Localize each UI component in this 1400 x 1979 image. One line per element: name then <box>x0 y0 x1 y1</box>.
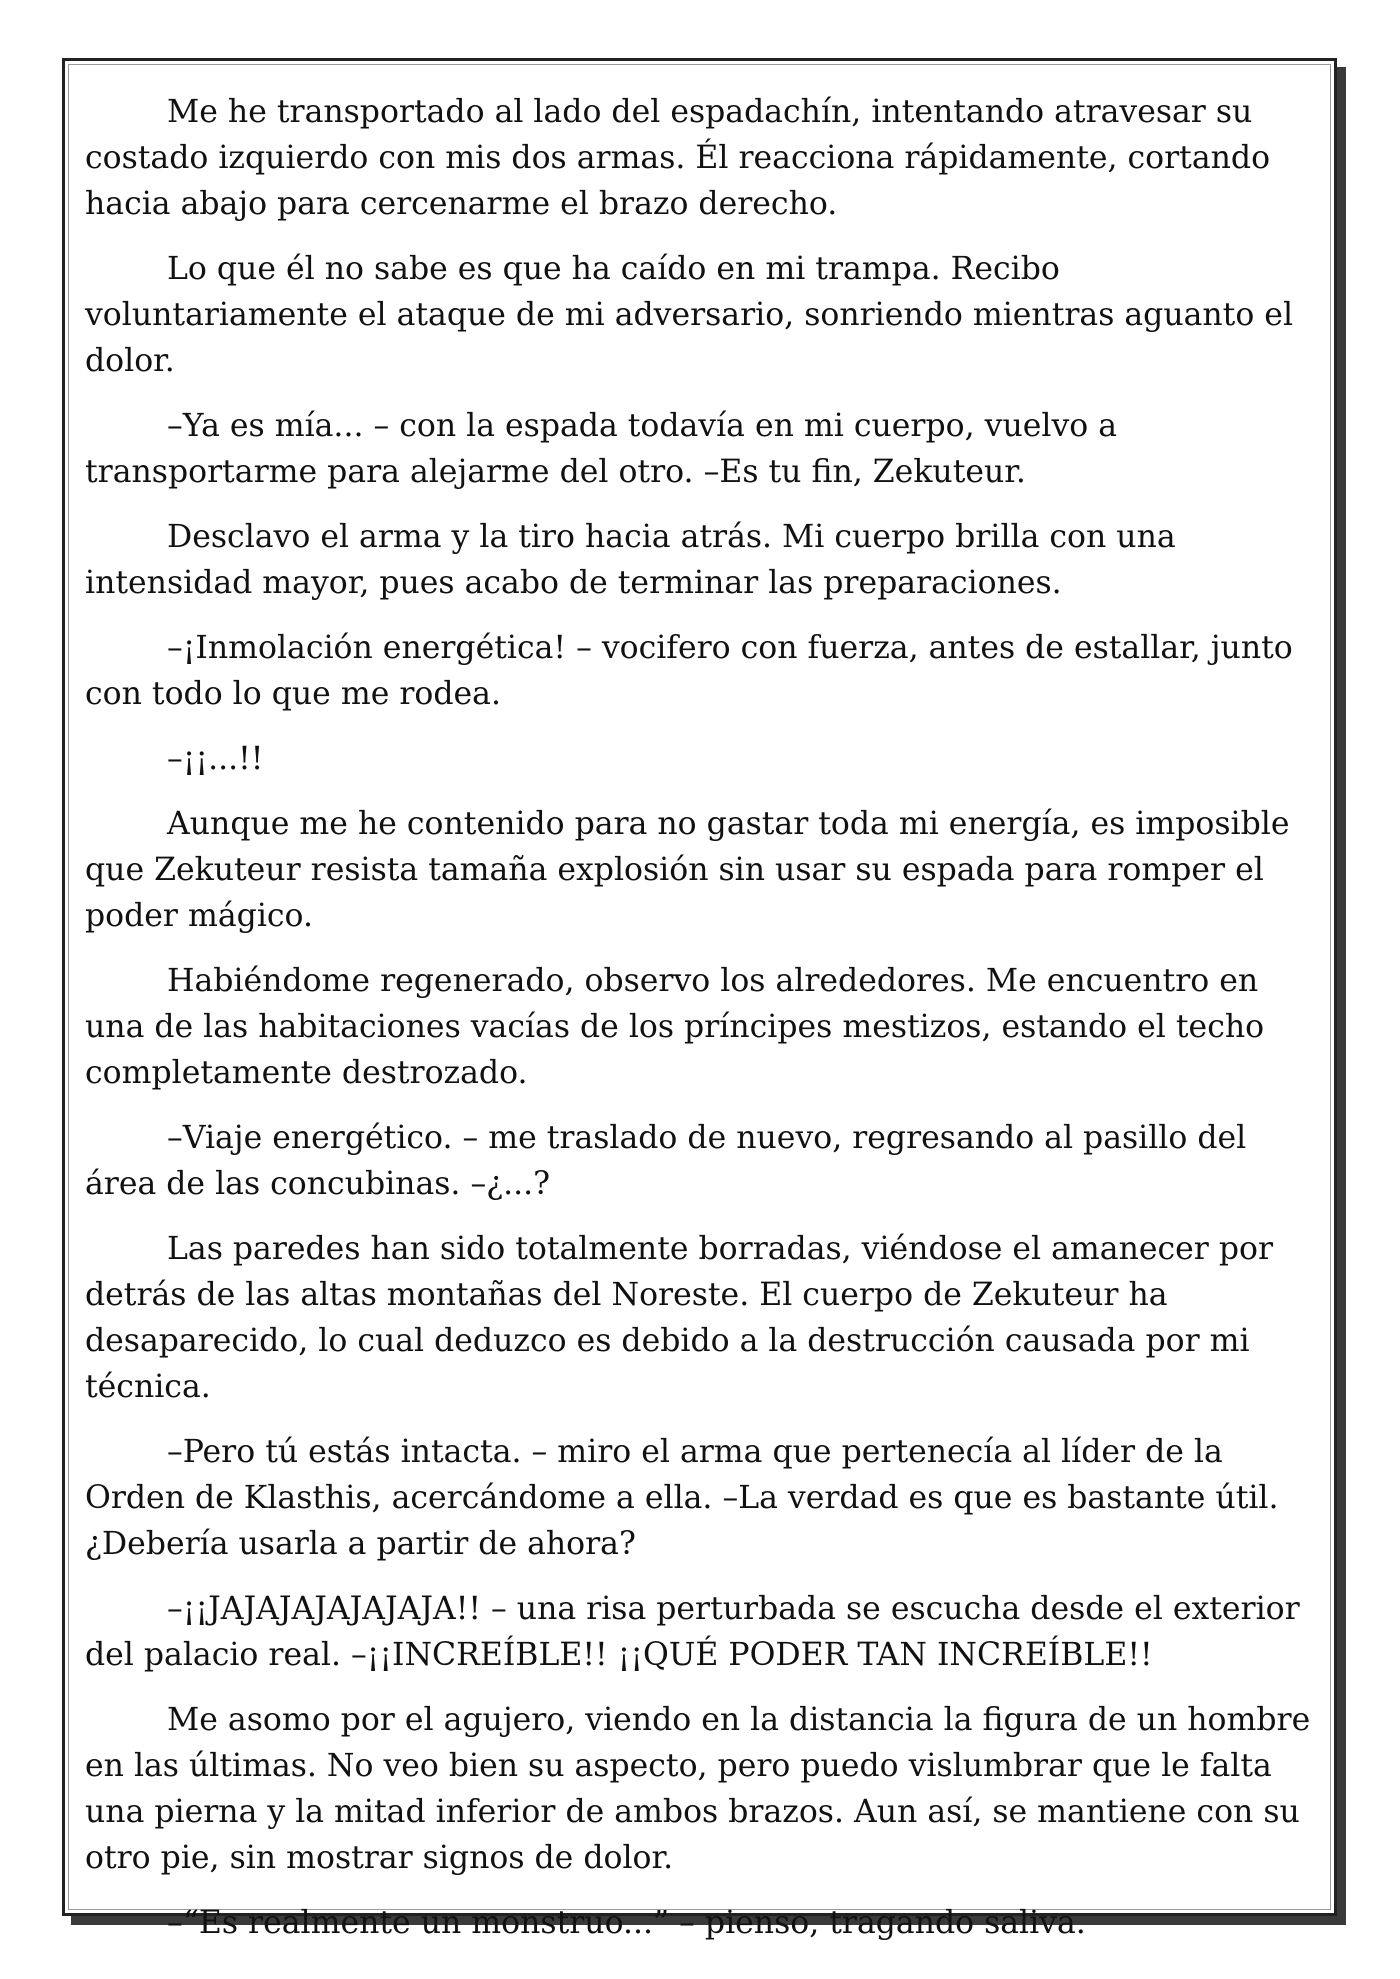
paragraph: –¡Inmolación energética! – vocifero con fuerza, antes de estallar, junto con todo lo que me rodea. <box>85 630 1293 712</box>
paragraph: Aunque me he contenido para no gastar toda mi energía, es imposible que Zekuteur resista tamaña explosión sin usar su espada para romper el poder mágico. <box>85 806 1290 934</box>
paragraph: Las paredes han sido totalmente borradas, viéndose el amanecer por detrás de las altas montañas del Noreste. El cuerpo de Zekuteur ha desaparecido, lo cual deduzco es debido a la destrucción causada por mi técnica. <box>85 1231 1274 1405</box>
paragraph: Me he transportado al lado del espadachín, intentando atravesar su costado izquierdo con mis dos armas. Él reacciona rápidamente, cortando hacia abajo para cercenarme el brazo derecho. <box>85 94 1271 222</box>
paragraph: Habiéndome regenerado, observo los alrededores. Me encuentro en una de las habitaciones vacías de los príncipes mestizos, estando el techo completamente destrozado. <box>85 963 1265 1091</box>
paragraph: –Ya es mía... – con la espada todavía en mi cuerpo, vuelvo a transportarme para alejarme del otro. –Es tu fin, Zekuteur. <box>85 408 1117 490</box>
paragraph: –¡¡JAJAJAJAJAJAJA!! – una risa perturbada se escucha desde el exterior del palacio real. –¡¡INCREÍBLE!! ¡¡QUÉ PODER TAN INCREÍBLE!! <box>85 1591 1300 1673</box>
paragraph: –¡¡...!! <box>167 741 264 777</box>
document-body <box>85 89 1315 1965</box>
page-frame <box>62 58 1337 1941</box>
paragraph: –“Es realmente un monstruo...” – pienso, tragando saliva. <box>167 1905 1086 1941</box>
paragraph: Me asomo por el agujero, viendo en la distancia la figura de un hombre en las últimas. No veo bien su aspecto, pero puedo vislumbrar que le falta una pierna y la mitad inferior de ambos brazos. Aun así, se mantiene con su otro pie, sin mostrar signos de dolor. <box>85 1702 1311 1876</box>
paragraph: –Pero tú estás intacta. – miro el arma que pertenecía al líder de la Orden de Klasthis, acercándome a ella. –La verdad es que es bastante útil. ¿Debería usarla a partir de ahora? <box>85 1434 1279 1562</box>
paragraph: Lo que él no sabe es que ha caído en mi trampa. Recibo voluntariamente el ataque de mi adversario, sonriendo mientras aguanto el dolor. <box>85 251 1294 379</box>
paragraph: Desclavo el arma y la tiro hacia atrás. Mi cuerpo brilla con una intensidad mayor, pues acabo de terminar las preparaciones. <box>85 519 1176 601</box>
paragraph: –Viaje energético. – me traslado de nuevo, regresando al pasillo del área de las concubinas. –¿...? <box>85 1120 1247 1202</box>
